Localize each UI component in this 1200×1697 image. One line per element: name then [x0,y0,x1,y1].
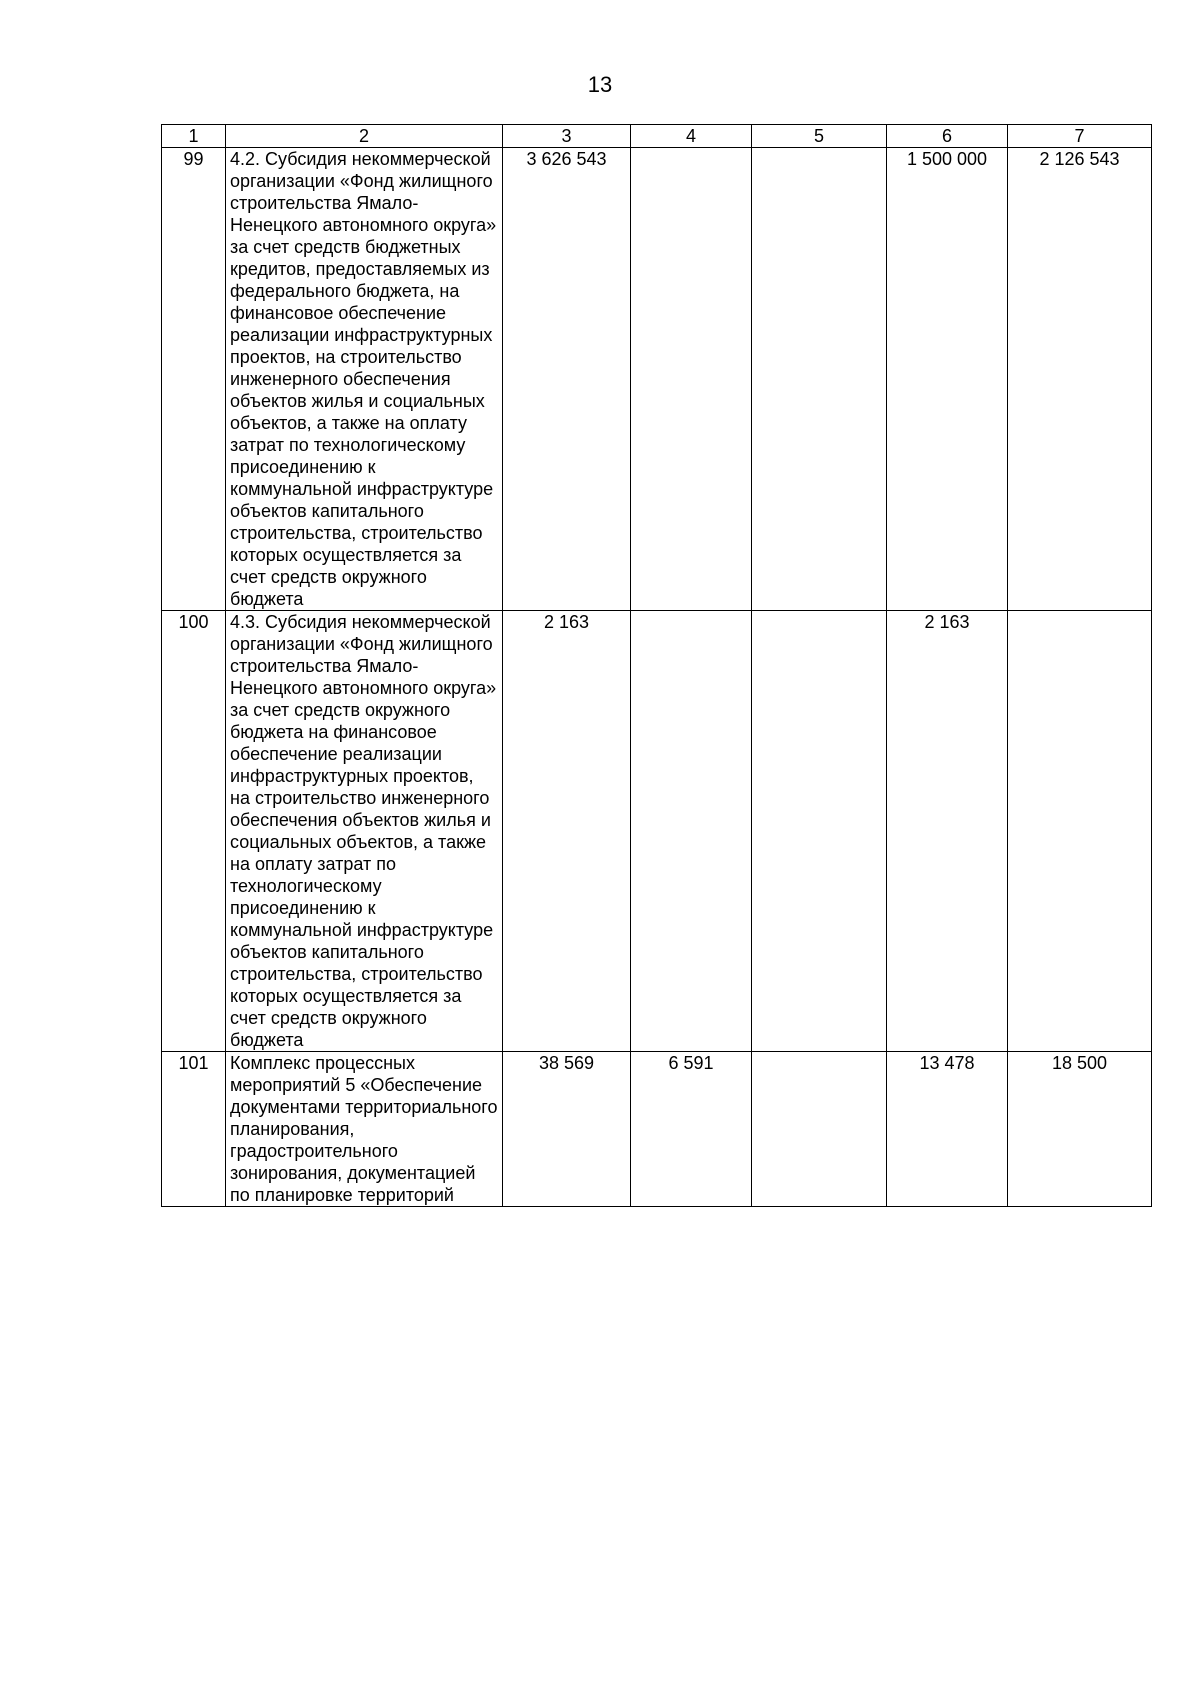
row-number: 101 [162,1052,226,1207]
budget-table [161,124,1152,1207]
column-header-6: 6 [887,125,1008,148]
table-row [162,1052,1152,1207]
row-value-col6: 1 500 000 [887,148,1008,611]
row-value-col3: 3 626 543 [503,148,631,611]
page-number: 13 [587,72,613,97]
column-header-4: 4 [631,125,752,148]
column-header-5: 5 [752,125,887,148]
row-value-col4 [631,148,752,611]
table-row [162,611,1152,1052]
row-value-col4: 6 591 [631,1052,752,1207]
column-header-2: 2 [226,125,503,148]
row-value-col4 [631,611,752,1052]
row-description: Комплекс процессных мероприятий 5 «Обеспечение документами территориального планирования, градостроительного зонирования, документацией по планировке территорий [226,1052,503,1207]
row-number: 99 [162,148,226,611]
row-value-col7 [1008,611,1152,1052]
row-value-col5 [752,148,887,611]
row-number: 100 [162,611,226,1052]
row-value-col3: 38 569 [503,1052,631,1207]
row-description: 4.2. Субсидия некоммерческой организации «Фонд жилищного строительства Ямало-Ненецкого автономного округа» за счет средств бюджетных кредитов, предоставляемых из федерального бюджета, на финансовое обеспечение реализации инфраструктурных проектов, на строительство инженерного обеспечения объектов жилья и социальных объектов, а также на оплату затрат по технологическому присоединению к коммунальной инфраструктуре объектов капитального строительства, строительство которых осуществляется за счет средств окружного бюджета [226,148,503,611]
row-value-col3: 2 163 [503,611,631,1052]
row-value-col7: 18 500 [1008,1052,1152,1207]
column-header-7: 7 [1008,125,1152,148]
table-header-row [162,125,1152,148]
row-value-col6: 2 163 [887,611,1008,1052]
row-value-col6: 13 478 [887,1052,1008,1207]
table-row [162,148,1152,611]
row-value-col5 [752,1052,887,1207]
row-value-col5 [752,611,887,1052]
column-header-1: 1 [162,125,226,148]
column-header-3: 3 [503,125,631,148]
row-description: 4.3. Субсидия некоммерческой организации «Фонд жилищного строительства Ямало-Ненецкого автономного округа» за счет средств окружного бюджета на финансовое обеспечение реализации инфраструктурных проектов, на строительство инженерного обеспечения объектов жилья и социальных объектов, а также на оплату затрат по технологическому присоединению к коммунальной инфраструктуре объектов капитального строительства, строительство которых осуществляется за счет средств окружного бюджета [226,611,503,1052]
row-value-col7: 2 126 543 [1008,148,1152,611]
